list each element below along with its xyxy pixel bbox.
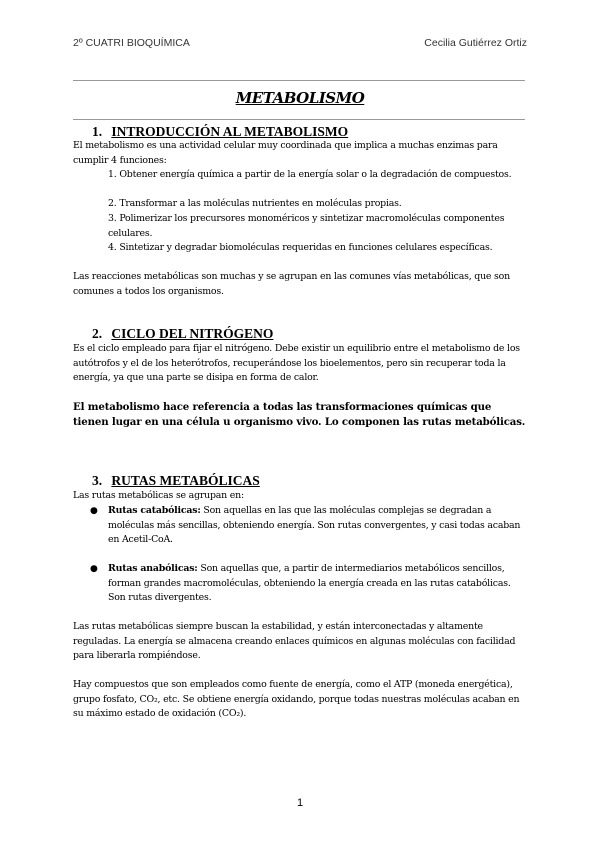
- paragraph: Las reacciones metabólicas son muchas y se agrupan en las comunes vías metabólicas, que son comunes a todos los organismos.: [73, 271, 510, 297]
- divider-top: [73, 80, 525, 81]
- section-title: INTRODUCCIÓN AL METABOLISMO: [111, 124, 349, 139]
- page-title: METABOLISMO: [235, 89, 365, 107]
- page-number: 1: [296, 797, 304, 809]
- list-item: 2. Transformar a las moléculas nutrientes en moléculas propias.: [108, 198, 402, 209]
- section-heading-3: [92, 473, 260, 489]
- paragraph: Las rutas metabólicas se agrupan en:: [73, 490, 244, 501]
- divider-title: [73, 119, 525, 120]
- highlight-paragraph: El metabolismo hace referencia a todas las transformaciones químicas que tienen lugar en una célula u organismo vivo. Lo componen las rutas metabólicas.: [73, 401, 526, 428]
- definition: Son aquellas en las que las moléculas complejas se degradan a moléculas más sencillas, obteniendo energía. Son rutas convergentes, y casi todas acaban en Acetil-CoA.: [108, 505, 521, 546]
- definition: Son aquellas que, a partir de intermediarios metabólicos sencillos, forman grandes macromoléculas, obteniendo la energía creada en las rutas catabólicas. Son rutas divergentes.: [108, 563, 511, 604]
- section-number: 1.: [92, 124, 103, 139]
- list-item: 1. Obtener energía química a partir de la energía solar o la degradación de compuestos.: [108, 169, 512, 180]
- term: Rutas anabólicas:: [108, 563, 198, 574]
- section-title: CICLO DEL NITRÓGENO: [111, 326, 274, 341]
- bullet-icon: ●: [90, 564, 98, 574]
- list-item: [108, 504, 528, 548]
- section-title: RUTAS METABÓLICAS: [111, 473, 260, 488]
- bullet-icon: ●: [90, 506, 98, 516]
- paragraph: Hay compuestos que son empleados como fuente de energía, como el ATP (moneda energética), grupo fosfato, CO₂, etc. Se obtiene energía oxidando, porque todas nuestras moléculas acaban en su máximo estado de oxidación (CO₂).: [73, 679, 520, 720]
- paragraph: Es el ciclo empleado para fijar el nitrógeno. Debe existir un equilibrio entre el metabolismo de los autótrofos y el de los heterótrofos, recuperándose los bioelementos, pero sin recuperar toda la energía, ya que una parte se disipa en forma de calor.: [73, 343, 520, 384]
- term: Rutas catabólicas:: [108, 505, 201, 516]
- paragraph: El metabolismo es una actividad celular muy coordinada que implica a muchas enzimas para cumplir 4 funciones:: [73, 140, 498, 166]
- list-item: 4. Sintetizar y degradar biomoléculas requeridas en funciones celulares específicas.: [108, 242, 493, 253]
- section-number: 2.: [92, 326, 103, 341]
- section-number: 3.: [92, 473, 103, 488]
- header-left: 2º CUATRI BIOQUÍMICA: [73, 37, 190, 49]
- list-item: 3. Polimerizar los precursores monoméricos y sintetizar macromoléculas componentes celulares.: [108, 213, 505, 239]
- paragraph: Las rutas metabólicas siempre buscan la estabilidad, y están interconectadas y altamente reguladas. La energía se almacena creando enlaces químicos en algunas moléculas con facilidad para liberarla rompiéndose.: [73, 621, 516, 662]
- section-heading-2: [92, 326, 273, 342]
- header-right: Cecilia Gutiérrez Ortiz: [424, 37, 527, 49]
- list-item: [108, 562, 528, 606]
- section-heading-1: [92, 124, 348, 140]
